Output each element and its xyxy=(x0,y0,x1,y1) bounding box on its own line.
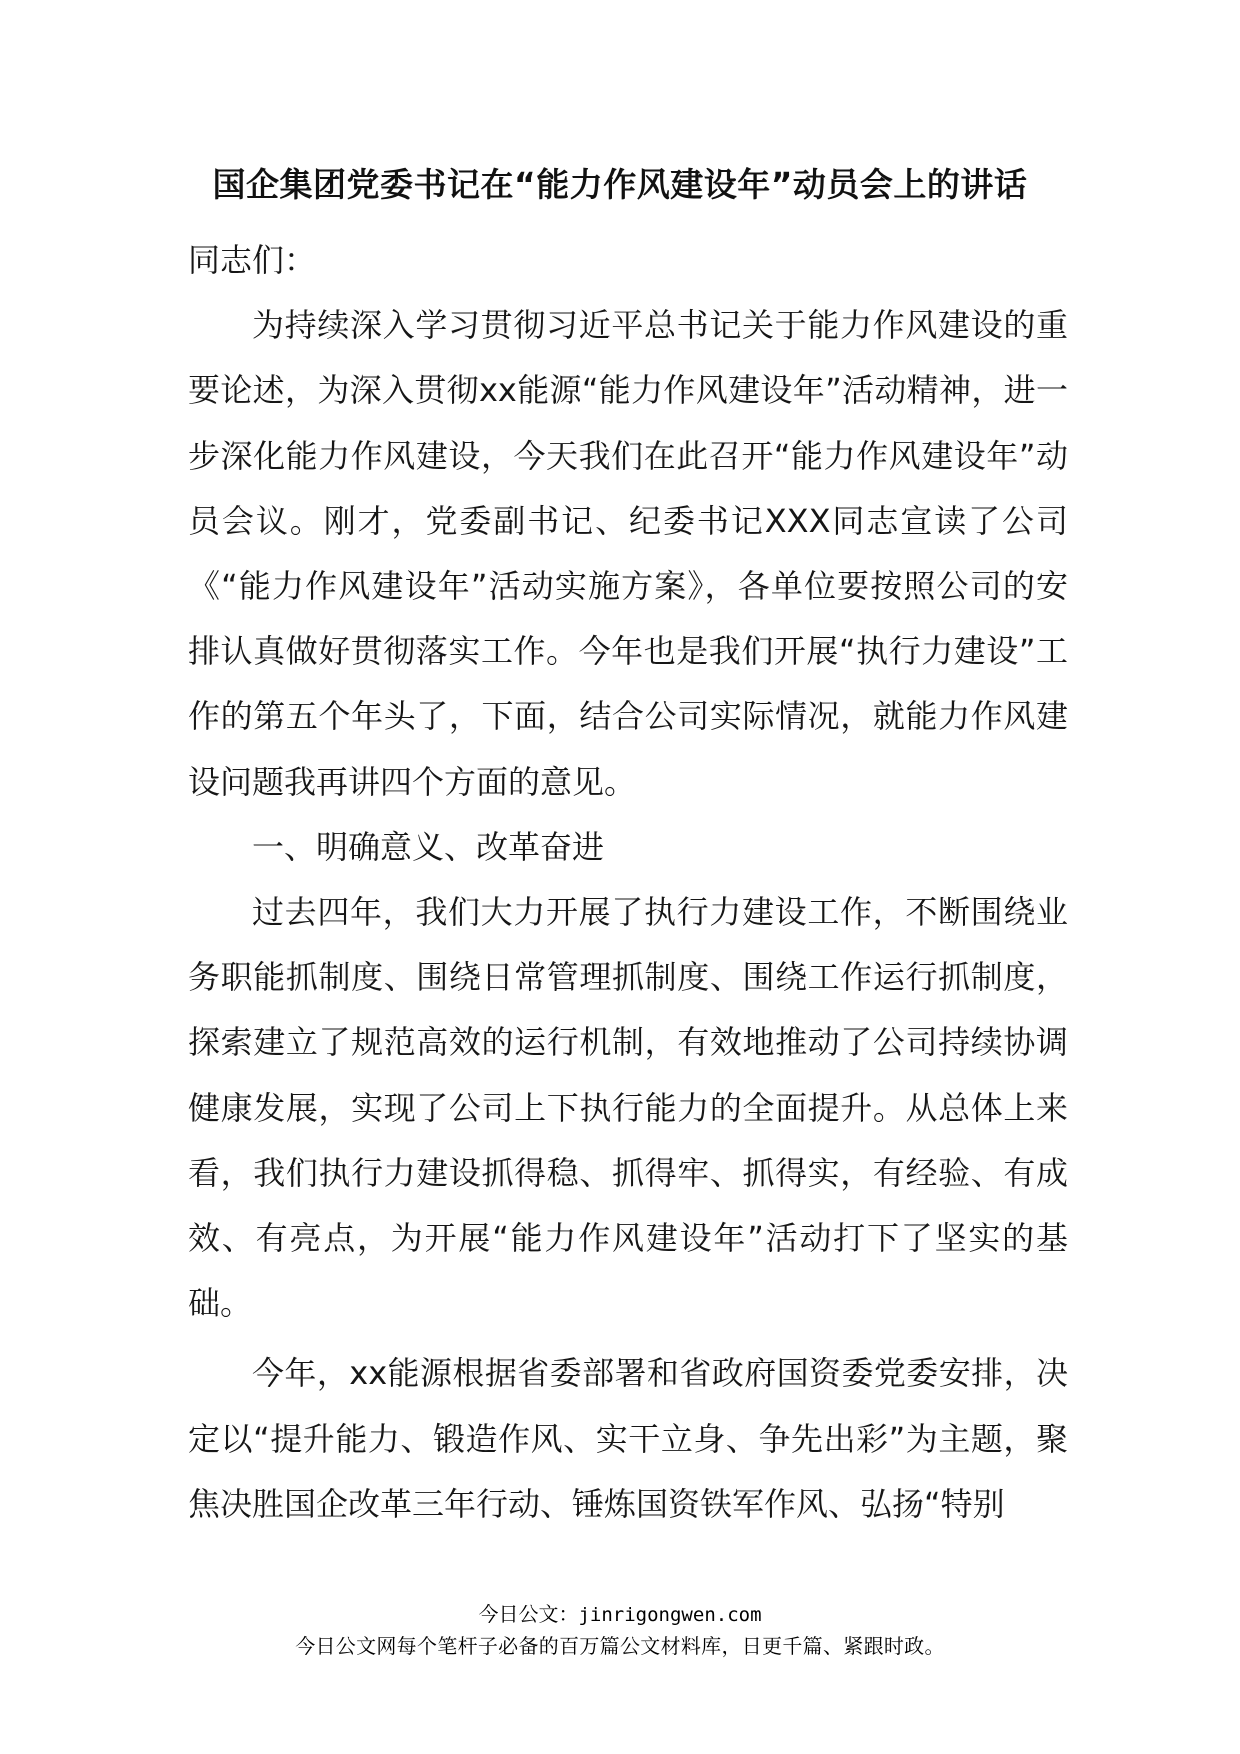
paragraph-past-four-years: 过去四年，我们大力开展了执行力建设工作，不断围绕业务职能抓制度、围绕日常管理抓制度、围绕工作运行抓制度，探索建立了规范高效的运行机制，有效地推动了公司持续协调健康发展，实现了公司上下执行能力的全面提升。从总体上来看，我们执行力建设抓得稳、抓得牢、抓得实，有经验、有成效、有亮点，为开展“能力作风建设年”活动打下了坚实的基础。 xyxy=(188,893,1068,1323)
footer-site-url[interactable]: jinrigongwen.com xyxy=(578,1604,762,1626)
footer-site-line xyxy=(0,1600,1240,1629)
section-heading-1: 一、明确意义、改革奋进 xyxy=(252,827,605,866)
salutation: 同志们： xyxy=(188,241,317,279)
paragraph-intro: 为持续深入学习贯彻习近平总书记关于能力作风建设的重要论述，为深入贯彻xx能源“能力作风建设年”活动精神，进一步深化能力作风建设，今天我们在此召开“能力作风建设年”动员会议。刚才，党委副书记、纪委书记XXX同志宣读了公司《“能力作风建设年”活动实施方案》，各单位要按照公司的安排认真做好贯彻落实工作。今年也是我们开展“执行力建设”工作的第五个年头了，下面，结合公司实际情况，就能力作风建设问题我再讲四个方面的意见。 xyxy=(188,306,1068,801)
paragraph-this-year: 今年，xx能源根据省委部署和省政府国资委党委安排，决定以“提升能力、锻造作风、实干立身、争先出彩”为主题，聚焦决胜国企改革三年行动、锤炼国资铁军作风、弘扬“特别 xyxy=(188,1354,1068,1523)
document-title: 国企集团党委书记在“能力作风建设年”动员会上的讲话 xyxy=(212,165,1028,204)
footer-tagline: 今日公文网每个笔杆子必备的百万篇公文材料库，日更千篇、紧跟时政。 xyxy=(295,1634,945,1658)
document-body xyxy=(188,228,1068,1537)
footer-site-label: 今日公文： xyxy=(478,1602,579,1626)
